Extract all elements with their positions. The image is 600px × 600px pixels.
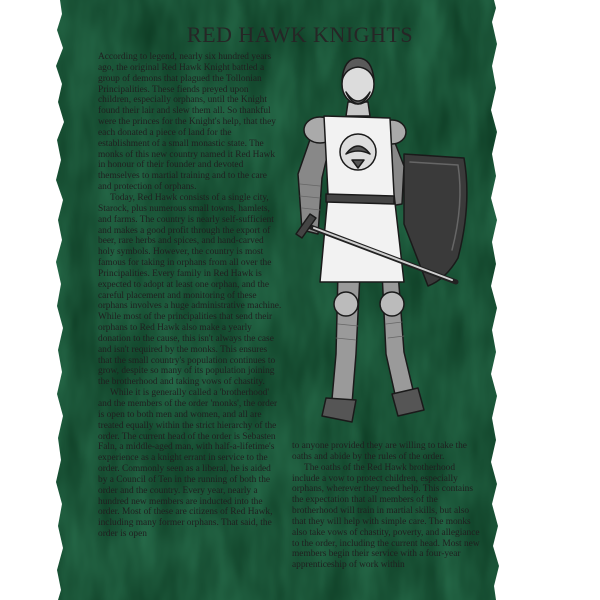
page-title: RED HAWK KNIGHTS	[186, 22, 414, 47]
paragraph-continuation: to anyone provided they are willing to take the oaths and abide by the rules of the order.	[292, 441, 467, 462]
knight-illustration	[286, 54, 486, 434]
paragraph-legend: According to legend, nearly six hundred years ago, the original Red Hawk Knight battled a group of demons that plagued the Tollonian Principalities. These fiends preyed upon children, especially orphans, until the Knight found their lair and slew them all. So thankful were the princes for the Knight's help, that they each donated a piece of land for the establishment of a small monastic state. The monks of this new country named it Red Hawk in honour of their founder and devoted themselves to martial training and to the care and protection of orphans.	[98, 52, 276, 193]
paragraph-oaths: The oaths of the Red Hawk brotherhood include a vow to protect children, especially orphans, wherever they need help. This contains the expectation that all members of the brotherhood will train in martial skills, but also that they will help with simple care. The monks also take vows of chastity, poverty, and allegiance to the order, including the current head. Most new members begin their service with a four-year apprenticeship of work within	[292, 462, 480, 571]
page-number: 17	[498, 575, 515, 594]
text-column-right	[292, 441, 482, 571]
paragraph-brotherhood: While it is generally called a 'brotherhood' and the members of the order 'monks', the order is open to both men and women, and all are treated equally within the strict hierarchy of the order. The current head of the order is Sebasten Faln, a middle-aged man, with half-a-lifetime's experience as a knight errant in service to the order. Commonly seen as a liberal, he is aided by a Council of Ten in the running of both the order and the country. Every year, nearly a hundred new members are inducted into the order. Most of these are citizens of Red Hawk, including many former orphans. That said, the order is open	[98, 388, 278, 540]
paragraph-today: Today, Red Hawk consists of a single city, Starock, plus numerous small towns, hamlets, and farms. The country is nearly self-sufficient and makes a good profit through the export of beer, rare herbs and spices, and hand-carved holy symbols. However, the country is most famous for taking in orphans from all over the Principalities. Every family in Red Hawk is expected to adopt at least one orphan, and the careful placement and monitoring of these orphans involves a huge administrative machine. While most of the principalities that send their orphans to Red Hawk also make a yearly donation to the cause, this isn't always the case and isn't required by the monks. This ensures that the small country's population continues to grow, despite so many of its population joining the brotherhood and taking vows of chastity.	[98, 192, 282, 388]
text-column-left	[98, 52, 282, 540]
